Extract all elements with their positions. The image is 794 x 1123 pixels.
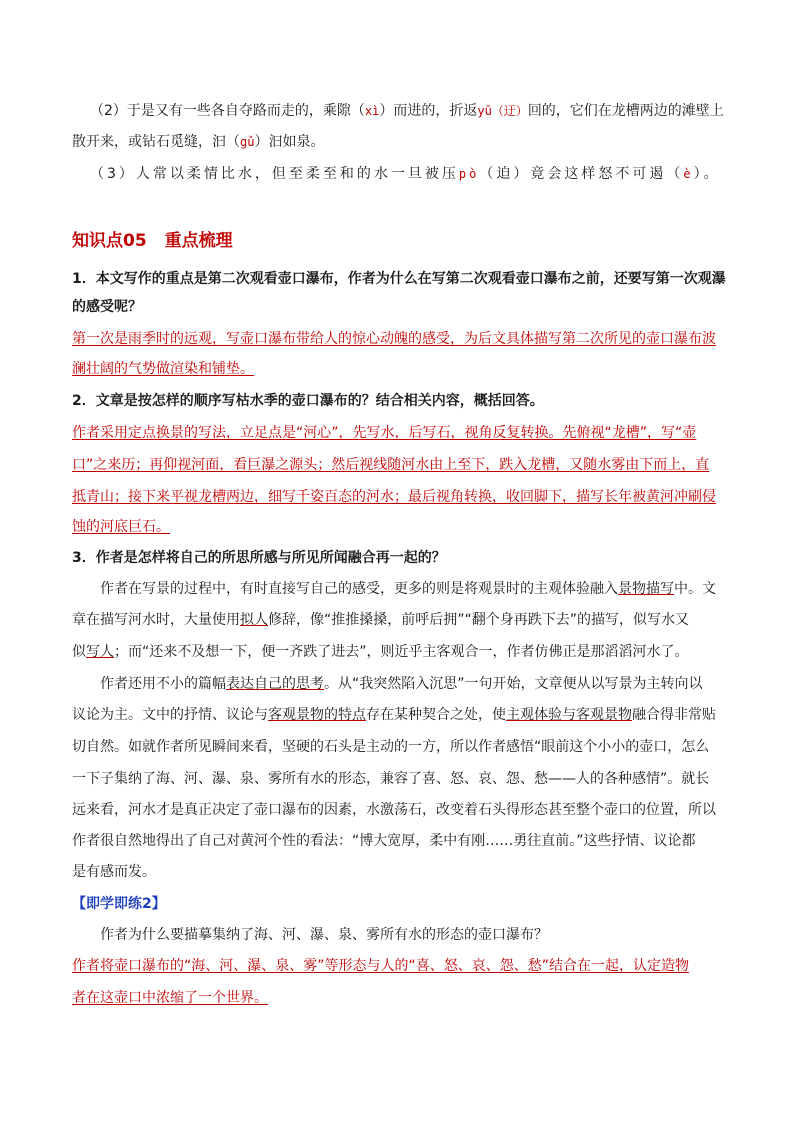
answer-1-line-2: 澜壮阔的气势做渲染和铺垫。 [72,361,254,377]
text: 融合得非常贴 [632,707,716,723]
answer-2-line-2: 口”之来历；再仰视河面，看巨瀑之源头；然后视线随河水由上至下，跌入龙槽，又随水雾由下而上，直 [72,457,710,473]
pinyin: è [683,167,694,181]
vocab-line-2b [72,133,324,151]
text: 修辞，像“推推搡搡，前呼后拥”“翻个身再跌下去”的描写，似写水又 [268,612,690,628]
text: 散开来，或钻石觅缝，汩（ [72,134,240,150]
section-heading [72,230,251,252]
practice-question: 作者为什么要描摹集纳了海、河、瀑、泉、雾所有水的形态的壶口瀑布？ [100,927,548,943]
q3-para1-line-2 [72,611,689,629]
q3-para2-line-5: 远来看，河水才是真正决定了壶口瀑布的因素，水激荡石，改变着石头得形态甚至整个壶口的位置，所以 [72,802,716,818]
underlined-term: 景物描写 [618,581,674,597]
question-1-line-1: 1．本文写作的重点是第二次观看壶口瀑布，作者为什么在写第二次观看壶口瀑布之前，还要写第一次观瀑 [72,271,726,287]
vocab-line-2a [90,102,724,120]
answer-2-line-4: 蚀的河底巨石。 [72,519,170,535]
section-number: 知识点05 [72,231,147,251]
underlined-term: 主观体验与客观景物 [506,707,632,723]
q3-para2-line-6: 作者很自然地得出了自己对黄河个性的看法：“博大宽厚，柔中有刚……勇往直前。”这些抒情、议论都 [72,833,696,849]
practice-answer-line-2: 者在这壶口中浓缩了一个世界。 [72,990,268,1006]
text: ；而“还来不及想一下，便一齐跌了进去”，则近乎主客观合一，作者仿佛正是那滔滔河水了。 [114,644,689,660]
text: 。从“我突然陷入沉思”一句开始，文章便从以写景为主转向以 [324,676,703,692]
text: ）汩如泉。 [254,134,325,150]
pinyin: yū（迂） [477,104,528,118]
q3-para2-line-2 [72,706,716,724]
text: 似 [72,644,86,660]
q3-para2-line-7: 是有感而发。 [72,864,156,880]
q3-para2-line-3: 切自然。如就作者所见瞬间来看，坚硬的石头是主动的一方，所以作者感悟“眼前这个小小的壶口，怎么 [72,739,710,755]
practice-label: 【即学即练2】 [72,896,166,912]
text: 回的，它们在龙槽两边的滩壁上 [527,103,724,119]
q3-para1-line-1 [100,580,716,598]
practice-answer-line-1: 作者将壶口瀑布的“海、河、瀑、泉、雾”等形态与人的“喜、怒、哀、怨、愁”结合在一起，认定造物 [72,958,690,974]
vocab-line-3 [90,165,721,183]
question-1-line-2: 的感受呢？ [72,299,142,315]
text: （2）于是又有一些各自夺路而走的，乘隙（ [90,103,365,119]
answer-2-line-1: 作者采用定点换景的写法，立足点是“河心”，先写水，后写石，视角反复转换。先俯视“龙槽”，写“壶 [72,425,697,441]
text: （3）人常以柔情比水，但至柔至和的水一旦被压 [90,166,459,182]
text: 作者在写景的过程中，有时直接写自己的感受，更多的则是将观景时的主观体验融入 [100,581,618,597]
pinyin: pò [458,167,480,181]
text: 作者还用不小的篇幅 [100,676,226,692]
text: 存在某种契合之处，使 [366,707,506,723]
q3-para2-line-1 [100,675,703,693]
answer-1-line-1: 第一次是雨季时的远观，写壶口瀑布带给人的惊心动魄的感受，为后文具体描写第二次所见的壶口瀑布波 [72,331,716,347]
text: 议论为主。文中的抒情、议论与 [72,707,268,723]
question-2: 2．文章是按怎样的顺序写枯水季的壶口瀑布的？结合相关内容，概括回答。 [72,393,544,409]
answer-2-line-3: 抵青山；接下来平视龙槽两边，细写千姿百态的河水；最后视角转换，收回脚下，描写长年被黄河冲刷侵 [72,489,716,505]
pinyin: xì [364,104,380,118]
text: 中。文 [674,581,716,597]
section-title: 重点梳理 [164,231,233,251]
text: ）。 [693,166,721,182]
text: （迫）竟会这样怒不可遏（ [479,166,684,182]
text: ）而进的，折返 [379,103,478,119]
question-3: 3．作者是怎样将自己的所思所感与所见所闻融合再一起的？ [72,550,446,566]
underlined-term: 拟人 [240,612,268,628]
q3-para1-line-3 [72,643,689,661]
underlined-term: 写人 [86,644,114,660]
underlined-term: 客观景物的特点 [268,707,366,723]
q3-para2-line-4: 一下子集纳了海、河、瀑、泉、雾所有水的形态，兼容了喜、怒、哀、怨、愁——人的各种感情”。就长 [72,771,710,787]
text: 章在描写河水时，大量使用 [72,612,240,628]
underlined-term: 表达自己的思考 [226,676,324,692]
pinyin: gǔ [240,135,255,149]
